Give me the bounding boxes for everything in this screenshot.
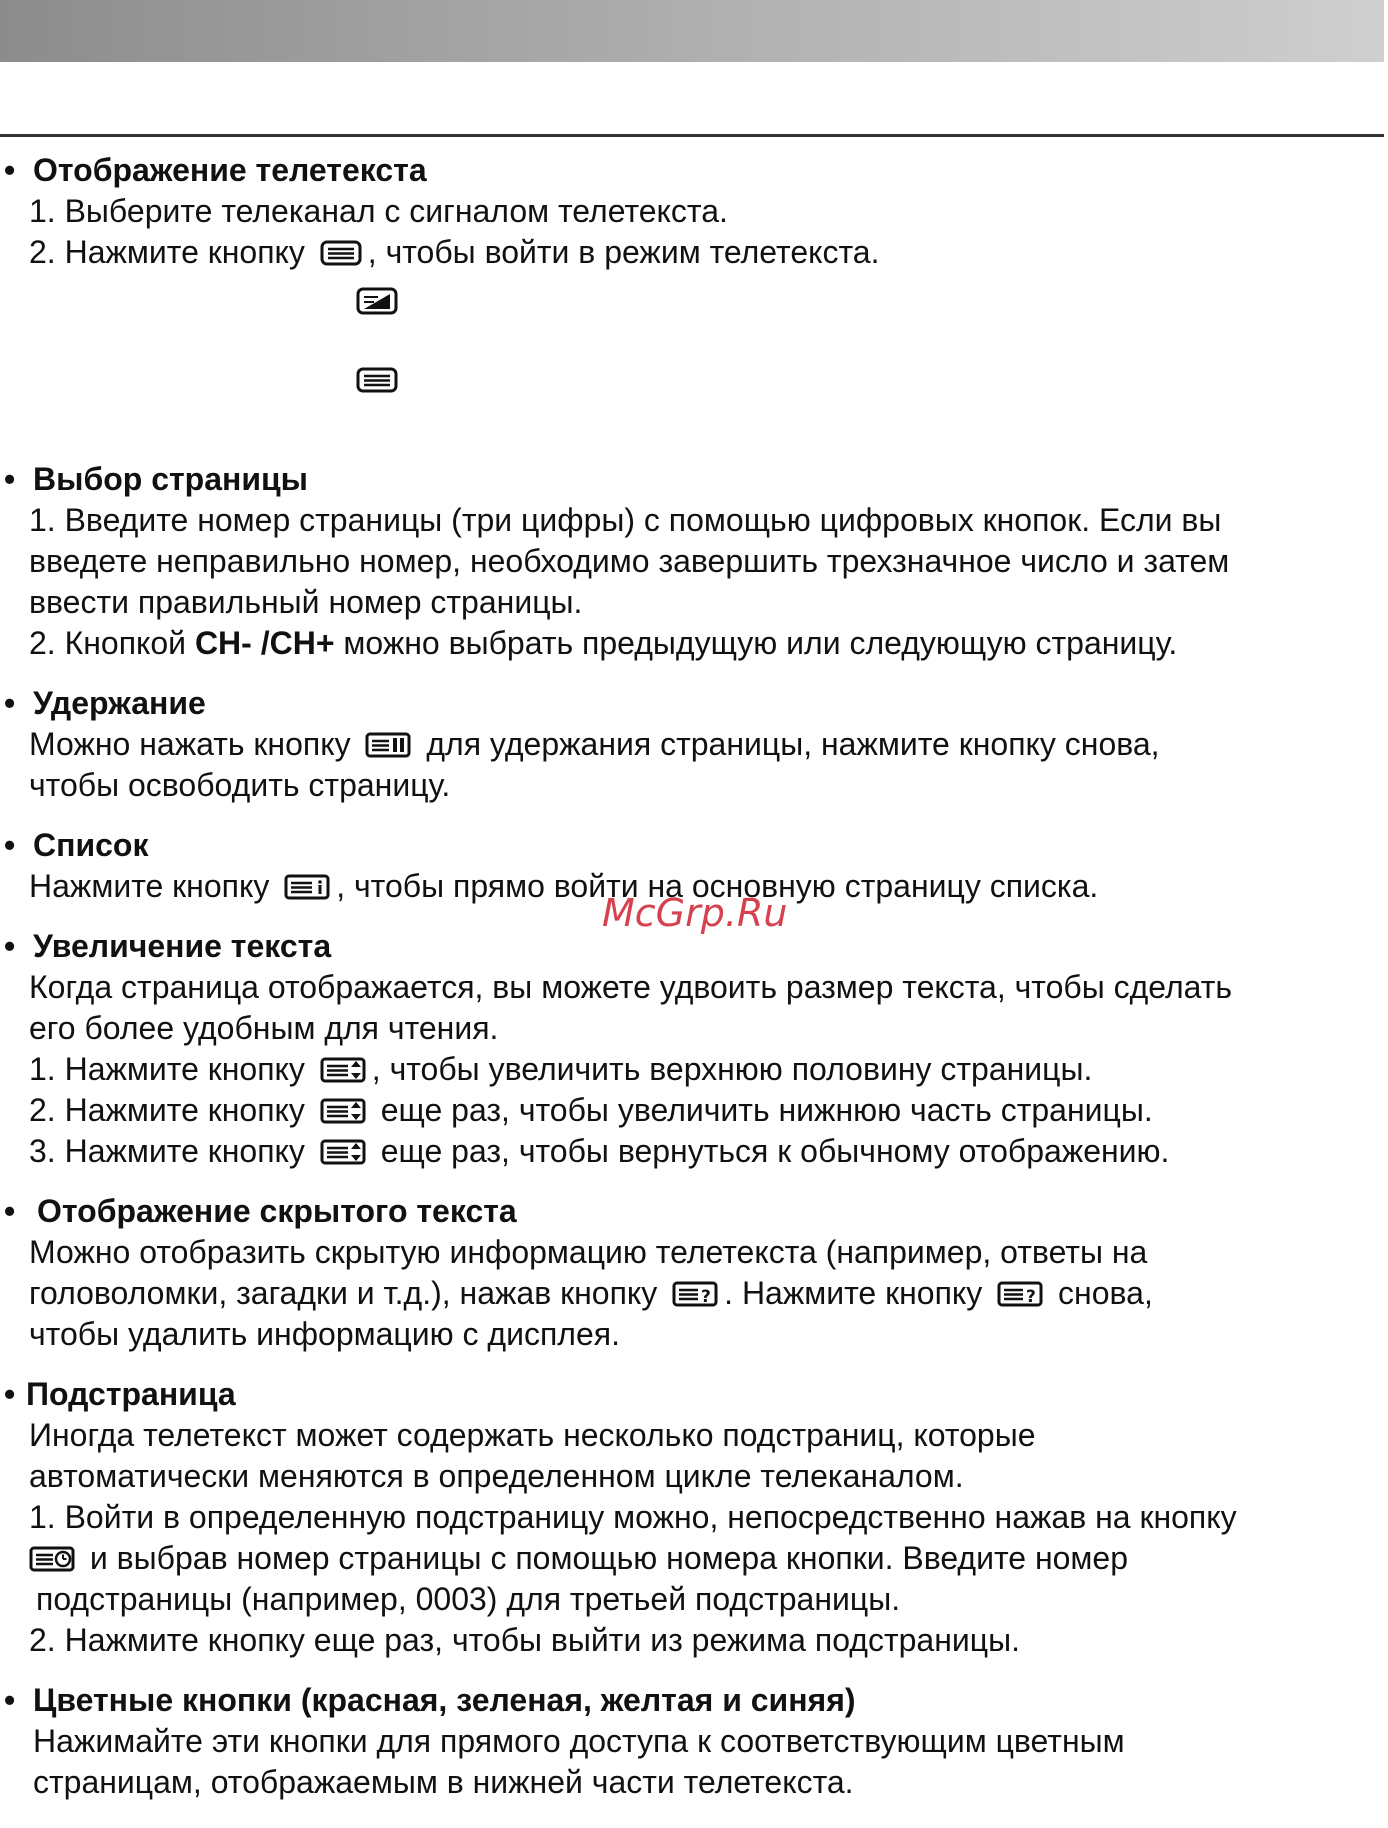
section-reveal [0, 1191, 1384, 1355]
heading-text: Удержание [33, 685, 206, 721]
section-page-select [0, 459, 1384, 664]
header-bar [0, 0, 1384, 62]
text-line: Иногда телетекст может содержать несколько подстраниц, которые [29, 1417, 1036, 1453]
text-line: Можно отобразить скрытую информацию телетекста (например, ответы на [29, 1234, 1148, 1270]
text-line: 1. Введите номер страницы (три цифры) с помощью цифровых кнопок. Если вы [29, 502, 1222, 538]
reveal-icon [672, 1281, 718, 1307]
text-line: Когда страница отображается, вы можете удвоить размер текста, чтобы сделать [29, 969, 1233, 1005]
section-heading: • Подстраница [0, 1374, 1384, 1415]
text-line: Нажимайте эти кнопки для прямого доступа к соответствующим цветным [33, 1723, 1125, 1759]
text-line: автоматически меняются в определенном цикле телеканалом. [29, 1458, 964, 1494]
text-line: 2. Кнопкой CH- /CH+ можно выбрать предыдущую или следующую страницу. [29, 625, 1178, 661]
text-line [0, 273, 1384, 329]
section-heading: • Увеличение текста [0, 926, 1384, 967]
section-heading: • Выбор страницы [0, 459, 1384, 500]
text-line: ввести правильный номер страницы. [29, 584, 583, 620]
heading-text: Список [33, 827, 149, 863]
text-line: 1. Выберите телеканал с сигналом телетекста. [29, 193, 728, 229]
section-heading: • Отображение телетекста [0, 150, 1384, 191]
text-line: страницам, отображаемым в нижней части телетекста. [33, 1764, 854, 1800]
section-heading: • Отображение скрытого текста [0, 1191, 1384, 1232]
section-subpage [0, 1374, 1384, 1661]
section-heading: • Список [0, 825, 1384, 866]
section-hold [0, 683, 1384, 806]
section-colour-buttons [0, 1680, 1384, 1803]
text-line [0, 329, 1384, 419]
text-line: Нажмите кнопку , чтобы прямо войти на основную страницу списка. [29, 868, 1099, 904]
section-heading: • Удержание [0, 683, 1384, 724]
header-rule [0, 134, 1384, 137]
text-line: 1. Войти в определенную подстраницу можно, непосредственно нажав на кнопку [29, 1499, 1237, 1535]
heading-text: Отображение телетекста [33, 152, 427, 188]
svg-text:?: ? [701, 1287, 712, 1307]
heading-text: Отображение скрытого текста [37, 1193, 517, 1229]
text-line: Можно нажать кнопку для удержания страницы, нажмите кнопку снова, [29, 726, 1160, 762]
subpage-icon [29, 1546, 75, 1572]
text-line: подстраницы (например, 0003) для третьей подстраницы. [36, 1581, 901, 1617]
text-line: 2. Нажмите кнопку еще раз, чтобы увеличить нижнюю часть страницы. [29, 1092, 1153, 1128]
heading-text: Выбор страницы [33, 461, 308, 497]
section-size [0, 926, 1384, 1172]
heading-text: Подстраница [26, 1376, 236, 1412]
text-line: его более удобным для чтения. [29, 1010, 499, 1046]
teletext-icon [320, 240, 362, 266]
section-teletext-display [0, 150, 1384, 419]
size-icon [320, 1098, 366, 1124]
section-heading: • Цветные кнопки (красная, зеленая, желтая и синяя) [0, 1680, 1384, 1721]
text-line: и выбрав номер страницы с помощью номера кнопки. Введите номер [0, 1538, 1384, 1579]
size-icon [320, 1057, 366, 1083]
text-line: головоломки, загадки и т.д.), нажав кнопку ? . Нажмите кнопку ? снова, [29, 1275, 1153, 1311]
heading-text: Увеличение текста [33, 928, 332, 964]
reveal-icon [997, 1281, 1043, 1307]
text-line: введете неправильно номер, необходимо завершить трехзначное число и затем [29, 543, 1230, 579]
text-line: чтобы освободить страницу. [29, 767, 451, 803]
svg-text:?: ? [1026, 1287, 1037, 1307]
mix-icon [356, 287, 398, 315]
heading-text: Цветные кнопки (красная, зеленая, желтая и синяя) [33, 1682, 856, 1718]
text-line: чтобы удалить информацию с дисплея. [29, 1316, 620, 1352]
text-line: 3. Нажмите кнопку еще раз, чтобы вернуться к обычному отображению. [29, 1133, 1170, 1169]
size-icon [320, 1139, 366, 1165]
text-line: 2. Нажмите кнопку , чтобы войти в режим телетекста. [29, 234, 880, 270]
text-line: 1. Нажмите кнопку , чтобы увеличить верхнюю половину страницы. [29, 1051, 1093, 1087]
hold-icon [365, 732, 411, 758]
index-icon [284, 874, 330, 900]
document-body [0, 150, 1384, 1822]
teletext-icon [356, 367, 398, 393]
text-line: 2. Нажмите кнопку еще раз, чтобы выйти из режима подстраницы. [29, 1622, 1020, 1658]
watermark: McGrp.Ru [602, 891, 788, 935]
